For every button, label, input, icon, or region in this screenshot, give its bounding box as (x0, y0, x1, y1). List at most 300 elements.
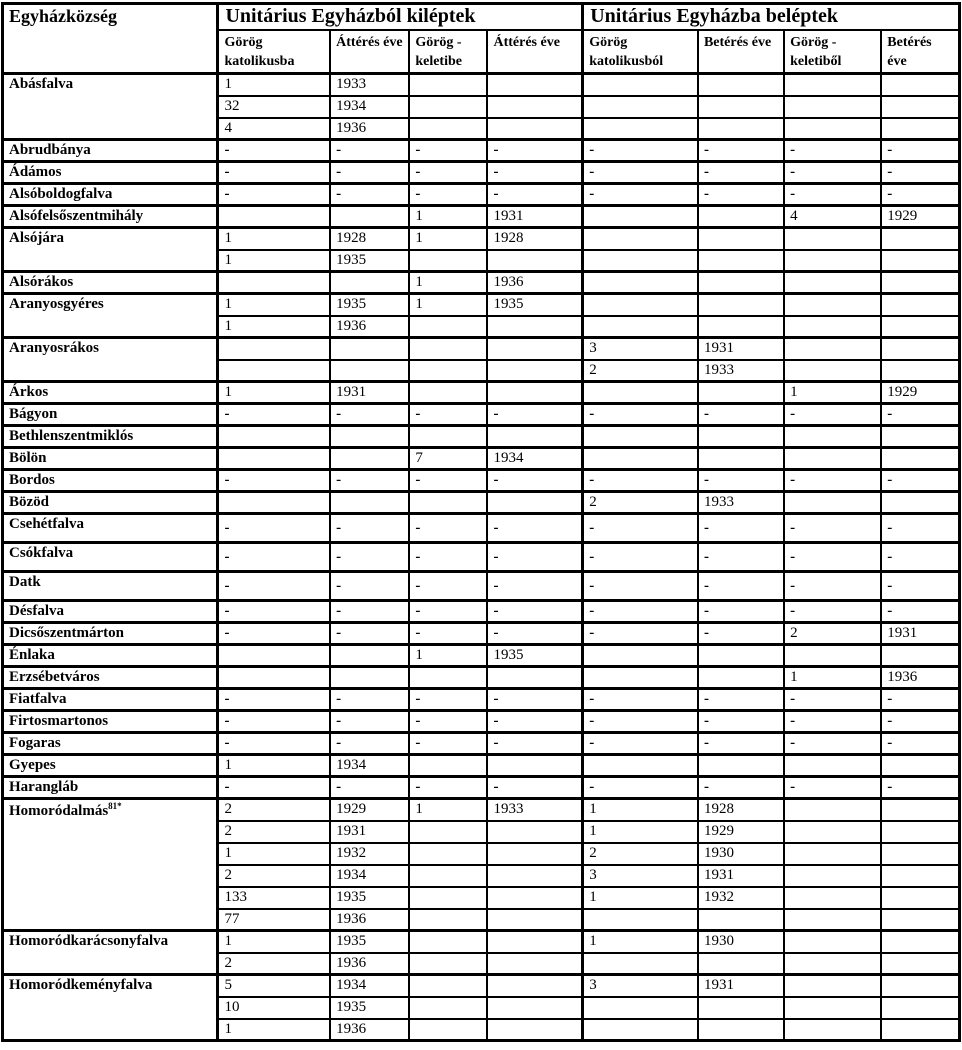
value-cell: - (487, 689, 582, 711)
value-cell: 77 (218, 909, 330, 931)
value-cell: - (330, 543, 409, 572)
value-cell: - (409, 777, 487, 799)
value-cell: - (698, 777, 784, 799)
value-cell: 1934 (330, 755, 409, 777)
value-cell: 2 (583, 492, 698, 514)
value-cell: 2 (784, 623, 881, 645)
table-row (3, 623, 960, 645)
value-cell (330, 448, 409, 470)
value-cell: 1 (583, 887, 698, 909)
value-cell (784, 799, 881, 821)
table-row (3, 448, 960, 470)
value-cell: - (330, 777, 409, 799)
value-cell (784, 74, 881, 96)
value-cell (784, 887, 881, 909)
group-header-left-church: Unitárius Egyházból kiléptek (218, 4, 583, 30)
value-cell: - (698, 711, 784, 733)
value-cell: 4 (218, 118, 330, 140)
value-cell: - (218, 601, 330, 623)
value-cell (881, 448, 959, 470)
value-cell: 1 (218, 316, 330, 338)
value-cell: 5 (218, 975, 330, 997)
value-cell: 1934 (330, 865, 409, 887)
value-cell (583, 206, 698, 228)
value-cell: - (698, 572, 784, 601)
col-header-conversion-year-2: Áttérés éve (487, 30, 582, 74)
value-cell (409, 909, 487, 931)
value-cell (881, 843, 959, 865)
parish-name: Csehétfalva (3, 514, 218, 543)
value-cell: - (698, 733, 784, 755)
value-cell (698, 118, 784, 140)
value-cell (784, 865, 881, 887)
value-cell: - (218, 514, 330, 543)
col-header-greek-catholic-from: Görög katolikusból (583, 30, 698, 74)
value-cell: 2 (218, 953, 330, 975)
parish-name: Alsójára (3, 228, 218, 272)
value-cell (784, 953, 881, 975)
value-cell: 1935 (330, 294, 409, 316)
value-cell (218, 492, 330, 514)
value-cell (583, 953, 698, 975)
value-cell (784, 843, 881, 865)
value-cell (409, 843, 487, 865)
value-cell (583, 1019, 698, 1041)
value-cell: - (218, 404, 330, 426)
value-cell: - (487, 733, 582, 755)
value-cell: - (218, 162, 330, 184)
value-cell: 1936 (330, 316, 409, 338)
value-cell (784, 492, 881, 514)
value-cell: - (698, 140, 784, 162)
value-cell (330, 667, 409, 689)
value-cell: - (218, 623, 330, 645)
value-cell: 1933 (698, 360, 784, 382)
value-cell (698, 206, 784, 228)
value-cell (698, 755, 784, 777)
table-row (3, 799, 960, 821)
parish-name: Homoródalmás$^{81*}$ (3, 799, 218, 931)
value-cell: - (409, 572, 487, 601)
value-cell (881, 250, 959, 272)
value-cell: - (330, 572, 409, 601)
value-cell: - (881, 572, 959, 601)
value-cell (881, 909, 959, 931)
parish-name: Bethlenszentmiklós (3, 426, 218, 448)
value-cell: 1 (218, 294, 330, 316)
table-row (3, 294, 960, 316)
value-cell: - (409, 733, 487, 755)
value-cell: 1936 (330, 909, 409, 931)
value-cell: - (881, 162, 959, 184)
value-cell (583, 755, 698, 777)
value-cell: - (784, 601, 881, 623)
value-cell: 1931 (698, 338, 784, 360)
value-cell: - (784, 733, 881, 755)
value-cell: - (698, 162, 784, 184)
table-row (3, 645, 960, 667)
value-cell (784, 997, 881, 1019)
value-cell: 1 (218, 755, 330, 777)
value-cell: 1934 (330, 975, 409, 997)
value-cell (487, 316, 582, 338)
value-cell: 1 (409, 799, 487, 821)
value-cell (881, 338, 959, 360)
value-cell: - (698, 543, 784, 572)
value-cell: 2 (218, 799, 330, 821)
value-cell (698, 228, 784, 250)
value-cell (583, 250, 698, 272)
value-cell (784, 360, 881, 382)
value-cell (487, 250, 582, 272)
value-cell: - (330, 601, 409, 623)
value-cell (409, 360, 487, 382)
parish-name: Bölön (3, 448, 218, 470)
value-cell: - (409, 470, 487, 492)
value-cell (487, 997, 582, 1019)
parish-name: Gyepes (3, 755, 218, 777)
value-cell: - (881, 777, 959, 799)
value-cell (583, 426, 698, 448)
value-cell: - (409, 689, 487, 711)
value-cell: - (330, 140, 409, 162)
value-cell: - (784, 543, 881, 572)
value-cell: - (881, 140, 959, 162)
table-row (3, 184, 960, 206)
value-cell (881, 931, 959, 953)
value-cell (487, 975, 582, 997)
value-cell: - (218, 689, 330, 711)
value-cell: - (583, 470, 698, 492)
value-cell: - (698, 184, 784, 206)
value-cell: - (487, 162, 582, 184)
value-cell: 1931 (330, 821, 409, 843)
value-cell (881, 1019, 959, 1041)
table-row (3, 689, 960, 711)
value-cell: - (784, 140, 881, 162)
value-cell (487, 360, 582, 382)
value-cell (487, 953, 582, 975)
conversion-table (1, 2, 961, 1042)
value-cell: 1 (218, 1019, 330, 1041)
value-cell (784, 975, 881, 997)
value-cell: - (487, 601, 582, 623)
value-cell: - (881, 711, 959, 733)
value-cell: - (218, 140, 330, 162)
table-row (3, 514, 960, 543)
value-cell (487, 865, 582, 887)
value-cell (698, 74, 784, 96)
value-cell: 1 (409, 294, 487, 316)
value-cell (881, 645, 959, 667)
table-header (3, 4, 960, 74)
value-cell (784, 931, 881, 953)
value-cell (698, 96, 784, 118)
value-cell: - (698, 470, 784, 492)
value-cell (330, 206, 409, 228)
value-cell: - (583, 623, 698, 645)
value-cell: - (218, 470, 330, 492)
parish-name: Abásfalva (3, 74, 218, 140)
value-cell: 1 (218, 931, 330, 953)
value-cell: - (409, 404, 487, 426)
group-header-joined-church: Unitárius Egyházba beléptek (583, 4, 960, 30)
value-cell: 1936 (487, 272, 582, 294)
value-cell (218, 448, 330, 470)
parish-name: Alsófelsőszentmihály (3, 206, 218, 228)
value-cell (330, 360, 409, 382)
value-cell (881, 755, 959, 777)
value-cell (218, 338, 330, 360)
table-row (3, 426, 960, 448)
value-cell: 1931 (698, 975, 784, 997)
value-cell (409, 975, 487, 997)
table-row (3, 140, 960, 162)
value-cell (784, 118, 881, 140)
parish-name: Árkos (3, 382, 218, 404)
value-cell (583, 382, 698, 404)
value-cell: 1935 (330, 931, 409, 953)
value-cell: - (409, 140, 487, 162)
value-cell (218, 426, 330, 448)
value-cell (583, 316, 698, 338)
value-cell (487, 338, 582, 360)
value-cell (487, 755, 582, 777)
value-cell (698, 667, 784, 689)
value-cell (583, 645, 698, 667)
col-header-greek-orthodox-from: Görög - keletiből (784, 30, 881, 74)
value-cell: 1 (218, 74, 330, 96)
value-cell (409, 953, 487, 975)
table-row (3, 931, 960, 953)
value-cell: - (409, 184, 487, 206)
value-cell: - (583, 514, 698, 543)
col-header-greek-catholic-to: Görög katolikusba (218, 30, 330, 74)
value-cell (784, 228, 881, 250)
parish-name: Firtosmartonos (3, 711, 218, 733)
value-cell: 1931 (881, 623, 959, 645)
value-cell (784, 96, 881, 118)
value-cell: - (784, 404, 881, 426)
col-header-conversion-year-1: Áttérés éve (330, 30, 409, 74)
value-cell: 1928 (487, 228, 582, 250)
value-cell: - (487, 711, 582, 733)
value-cell (487, 843, 582, 865)
value-cell (409, 755, 487, 777)
value-cell (487, 74, 582, 96)
value-cell (698, 953, 784, 975)
value-cell (881, 118, 959, 140)
value-cell (583, 448, 698, 470)
value-cell (881, 821, 959, 843)
value-cell: - (784, 184, 881, 206)
value-cell: 1933 (698, 492, 784, 514)
value-cell (218, 360, 330, 382)
parish-name: Aranyosgyéres (3, 294, 218, 338)
value-cell: 1 (218, 228, 330, 250)
col-header-entry-year-1: Betérés éve (698, 30, 784, 74)
value-cell: - (487, 514, 582, 543)
value-cell (487, 1019, 582, 1041)
value-cell (487, 118, 582, 140)
value-cell: 1928 (330, 228, 409, 250)
value-cell (330, 272, 409, 294)
value-cell (583, 74, 698, 96)
value-cell (487, 909, 582, 931)
value-cell (881, 228, 959, 250)
value-cell: - (487, 470, 582, 492)
value-cell: 3 (583, 338, 698, 360)
value-cell: 2 (583, 843, 698, 865)
value-cell: 1 (218, 843, 330, 865)
value-cell (487, 667, 582, 689)
value-cell: 133 (218, 887, 330, 909)
table-row (3, 382, 960, 404)
value-cell (409, 74, 487, 96)
value-cell (487, 821, 582, 843)
value-cell: 1935 (487, 294, 582, 316)
value-cell: - (330, 689, 409, 711)
value-cell: 1 (409, 272, 487, 294)
parish-name: Homoródkeményfalva (3, 975, 218, 1041)
table-row (3, 667, 960, 689)
table-row (3, 470, 960, 492)
table-row (3, 601, 960, 623)
value-cell (784, 426, 881, 448)
value-cell: 1929 (698, 821, 784, 843)
value-cell: 1 (409, 228, 487, 250)
value-cell: 1931 (330, 382, 409, 404)
value-cell (330, 426, 409, 448)
value-cell (409, 96, 487, 118)
value-cell (881, 799, 959, 821)
value-cell (218, 206, 330, 228)
value-cell: - (330, 733, 409, 755)
table-row (3, 572, 960, 601)
value-cell: - (218, 711, 330, 733)
value-cell: - (784, 689, 881, 711)
value-cell: 1 (583, 821, 698, 843)
value-cell (583, 909, 698, 931)
value-cell: - (330, 470, 409, 492)
value-cell: 1935 (330, 250, 409, 272)
value-cell: 1 (218, 250, 330, 272)
value-cell: 1932 (330, 843, 409, 865)
value-cell (881, 360, 959, 382)
table-row (3, 755, 960, 777)
value-cell (881, 294, 959, 316)
parish-name: Désfalva (3, 601, 218, 623)
value-cell (881, 492, 959, 514)
col-header-greek-orthodox-to: Görög - keletibe (409, 30, 487, 74)
value-cell: - (583, 404, 698, 426)
value-cell: - (881, 601, 959, 623)
value-cell: 1935 (487, 645, 582, 667)
table-row (3, 338, 960, 360)
parish-name: Homoródkarácsonyfalva (3, 931, 218, 975)
value-cell: - (330, 404, 409, 426)
parish-name: Bordos (3, 470, 218, 492)
value-cell: - (487, 404, 582, 426)
value-cell: - (784, 711, 881, 733)
table-row (3, 543, 960, 572)
table-row (3, 975, 960, 997)
value-cell (784, 755, 881, 777)
value-cell (881, 316, 959, 338)
value-cell (487, 492, 582, 514)
value-cell (881, 953, 959, 975)
value-cell (583, 294, 698, 316)
value-cell (698, 1019, 784, 1041)
parish-name: Harangláb (3, 777, 218, 799)
value-cell (784, 250, 881, 272)
value-cell: 1 (583, 799, 698, 821)
value-cell (409, 426, 487, 448)
value-cell: - (409, 543, 487, 572)
value-cell (881, 272, 959, 294)
table-row (3, 272, 960, 294)
value-cell: - (487, 543, 582, 572)
value-cell (409, 667, 487, 689)
value-cell: 1932 (698, 887, 784, 909)
value-cell: 3 (583, 865, 698, 887)
value-cell: - (409, 623, 487, 645)
parish-name: Bágyon (3, 404, 218, 426)
value-cell: - (330, 162, 409, 184)
value-cell: 1929 (881, 206, 959, 228)
value-cell: - (218, 184, 330, 206)
value-cell: - (218, 777, 330, 799)
value-cell: - (583, 184, 698, 206)
value-cell (583, 997, 698, 1019)
value-cell: 3 (583, 975, 698, 997)
parish-name: Csókfalva (3, 543, 218, 572)
value-cell (698, 272, 784, 294)
value-cell: 2 (583, 360, 698, 382)
value-cell (583, 228, 698, 250)
parish-name: Datk (3, 572, 218, 601)
value-cell (409, 887, 487, 909)
value-cell: - (784, 162, 881, 184)
parish-name: Fogaras (3, 733, 218, 755)
value-cell: 1933 (330, 74, 409, 96)
value-cell (218, 667, 330, 689)
value-cell: - (218, 572, 330, 601)
value-cell (784, 338, 881, 360)
table-body (3, 74, 960, 1041)
value-cell (487, 887, 582, 909)
value-cell (583, 667, 698, 689)
value-cell (409, 250, 487, 272)
value-cell (487, 96, 582, 118)
value-cell: - (698, 601, 784, 623)
table-row (3, 492, 960, 514)
value-cell: 1930 (698, 843, 784, 865)
parish-name: Alsóboldogfalva (3, 184, 218, 206)
table-row (3, 733, 960, 755)
value-cell: - (330, 623, 409, 645)
value-cell: - (881, 470, 959, 492)
value-cell: - (698, 689, 784, 711)
value-cell (881, 96, 959, 118)
table-row (3, 74, 960, 96)
value-cell: - (487, 140, 582, 162)
value-cell (409, 865, 487, 887)
parish-name: Dicsőszentmárton (3, 623, 218, 645)
value-cell: - (583, 140, 698, 162)
value-cell: - (881, 543, 959, 572)
parish-name: Alsórákos (3, 272, 218, 294)
